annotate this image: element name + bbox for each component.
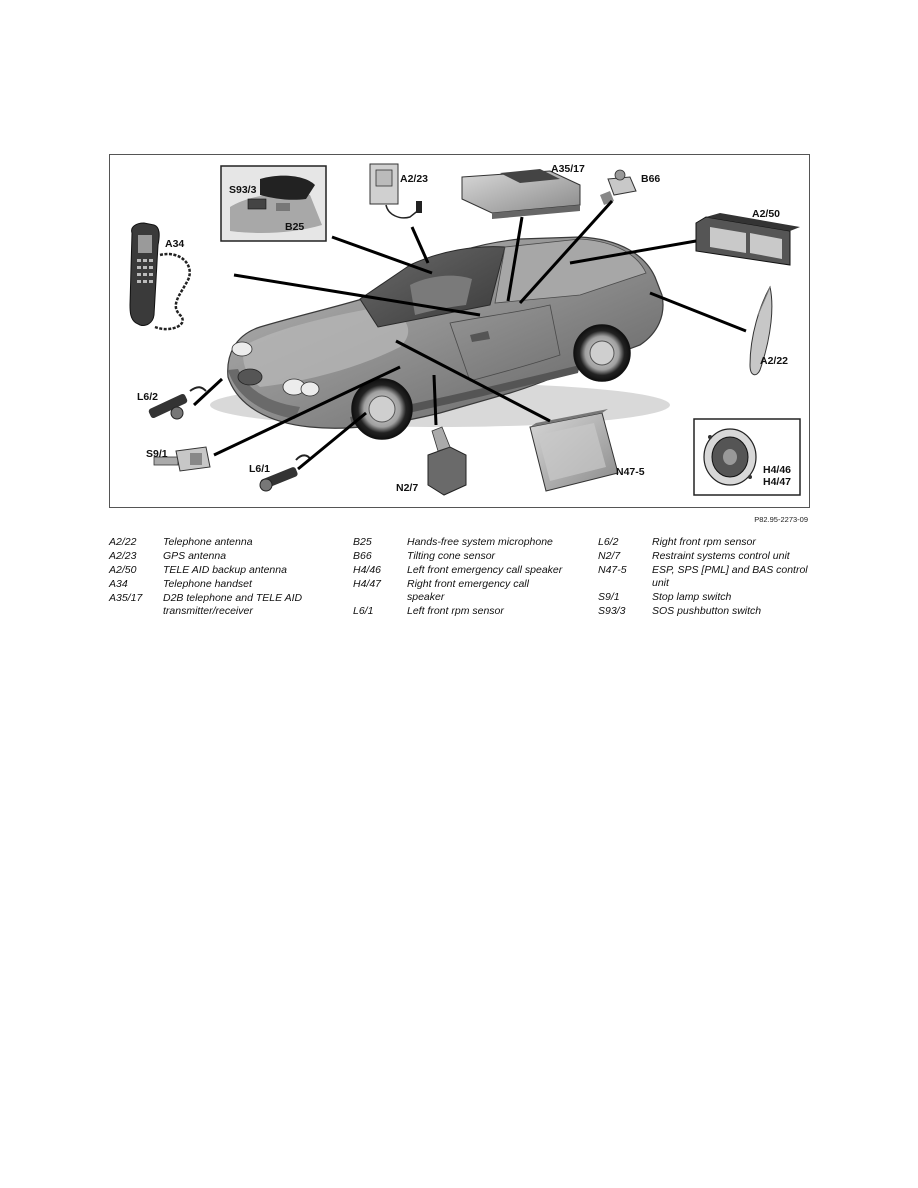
legend-description: Stop lamp switch bbox=[652, 590, 732, 603]
legend-description: Left front rpm sensor bbox=[407, 604, 504, 617]
legend-description: TELE AID backup antenna bbox=[163, 564, 287, 576]
legend-entry bbox=[598, 591, 813, 604]
legend-code: A34 bbox=[109, 578, 128, 590]
callout-b66: B66 bbox=[641, 173, 661, 185]
legend-entry bbox=[109, 578, 324, 591]
legend-code: H4/47 bbox=[353, 578, 382, 590]
legend-entry bbox=[353, 550, 568, 563]
legend-code: A2/50 bbox=[109, 564, 137, 576]
callout-a2-22: A2/22 bbox=[760, 355, 789, 367]
legend-entry bbox=[598, 564, 813, 589]
legend-code: L6/1 bbox=[353, 604, 374, 617]
legend-code: S9/1 bbox=[598, 590, 620, 603]
legend-code: N47-5 bbox=[598, 564, 627, 576]
legend-description: D2B telephone and TELE AID transmitter/receiver bbox=[163, 592, 303, 617]
callout-a35-17: A35/17 bbox=[551, 163, 585, 175]
legend-description: Telephone antenna bbox=[163, 536, 253, 548]
legend-description: Right front emergency call speaker bbox=[407, 578, 529, 603]
legend-code: L6/2 bbox=[598, 536, 619, 548]
callout-h4-46: H4/46 bbox=[763, 464, 792, 476]
legend-description: Right front rpm sensor bbox=[652, 536, 756, 548]
legend-column-3 bbox=[598, 536, 813, 619]
legend-code: B66 bbox=[353, 550, 372, 562]
legend-code: N2/7 bbox=[598, 550, 621, 562]
legend-description: Telephone handset bbox=[163, 578, 252, 590]
callout-n47-5: N47-5 bbox=[616, 466, 645, 478]
legend-code: S93/3 bbox=[598, 604, 626, 617]
callout-h4-47: H4/47 bbox=[763, 476, 792, 488]
callout-l6-1: L6/1 bbox=[249, 463, 271, 475]
callout-b25: B25 bbox=[285, 221, 305, 233]
legend-entry bbox=[109, 592, 324, 617]
callout-l6-2: L6/2 bbox=[137, 391, 159, 403]
legend-description: Hands-free system microphone bbox=[407, 536, 553, 548]
legend-entry bbox=[353, 564, 568, 577]
legend-code: A35/17 bbox=[109, 592, 143, 604]
legend-entry bbox=[109, 536, 324, 549]
telephone-module-drawing bbox=[462, 169, 580, 219]
car-illustration bbox=[210, 237, 670, 439]
callout-a2-23: A2/23 bbox=[400, 173, 429, 185]
callout-a2-50: A2/50 bbox=[752, 208, 781, 220]
legend-code: A2/23 bbox=[109, 550, 137, 562]
legend-code: B25 bbox=[353, 536, 372, 548]
component-location-diagram bbox=[109, 154, 810, 508]
sos-switch-inset bbox=[221, 166, 326, 241]
legend-entry bbox=[109, 564, 324, 577]
legend-description: ESP, SPS [PML] and BAS control unit bbox=[652, 564, 808, 589]
legend-entry bbox=[598, 536, 813, 549]
diagram-svg bbox=[110, 155, 810, 508]
legend-description: GPS antenna bbox=[163, 550, 227, 562]
legend-description: Tilting cone sensor bbox=[407, 550, 496, 562]
legend-entry bbox=[353, 578, 568, 603]
legend-column-2 bbox=[353, 536, 568, 619]
callout-s9-1: S9/1 bbox=[146, 448, 168, 460]
tilting-cone-sensor-drawing bbox=[600, 170, 636, 205]
legend-description: SOS pushbutton switch bbox=[652, 604, 762, 617]
legend-code: H4/46 bbox=[353, 564, 382, 576]
restraint-control-unit-drawing bbox=[428, 427, 466, 495]
legend-entry bbox=[598, 550, 813, 563]
legend-entry bbox=[109, 550, 324, 563]
callout-a34: A34 bbox=[165, 238, 185, 250]
callout-n2-7: N2/7 bbox=[396, 482, 419, 494]
legend-column-1 bbox=[109, 536, 324, 619]
figure-reference: P82.95-2273-09 bbox=[754, 515, 808, 524]
legend-entry bbox=[598, 605, 813, 618]
legend-description: Left front emergency call speaker bbox=[407, 564, 563, 576]
backup-antenna-drawing bbox=[696, 213, 800, 265]
callout-s93-3: S93/3 bbox=[229, 184, 257, 196]
legend-entry bbox=[353, 605, 568, 618]
legend-entry bbox=[353, 536, 568, 549]
legend-description: Restraint systems control unit bbox=[652, 550, 790, 562]
legend-code: A2/22 bbox=[109, 536, 137, 548]
